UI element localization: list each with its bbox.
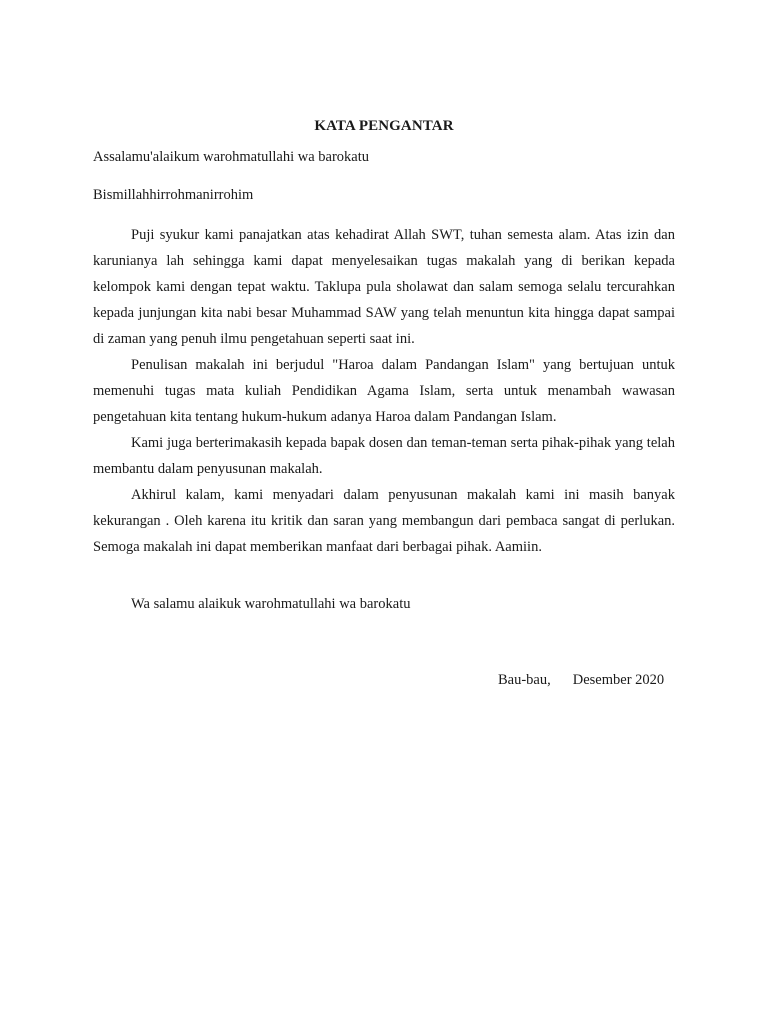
basmala-line: Bismillahhirrohmanirrohim	[93, 187, 254, 203]
paragraph-2: Penulisan makalah ini berjudul "Haroa dalam Pandangan Islam" yang bertujuan untuk memenuhi tugas mata kuliah Pendidikan Agama Islam, serta untuk menambah wawasan pengetahuan kita tentang hukum-hukum adanya Haroa dalam Pandangan Islam.	[93, 357, 675, 425]
paragraph-4: Akhirul kalam, kami menyadari dalam penyusunan makalah kami ini masih banyak kekurangan . Oleh karena itu kritik dan saran yang membangun dari pembaca sangat di perlukan. Semoga makalah ini dapat memberikan manfaat dari berbagai pihak. Aamiin.	[93, 487, 675, 555]
dateline	[498, 672, 664, 689]
page-title: KATA PENGANTAR	[314, 118, 454, 134]
closing-line: Wa salamu alaikuk warohmatullahi wa barokatu	[131, 596, 411, 612]
date-label: Desember 2020	[572, 672, 665, 688]
greeting-line: Assalamu'alaikum warohmatullahi wa barokatu	[93, 149, 370, 165]
body-text	[93, 222, 675, 560]
paragraph-3: Kami juga berterimakasih kepada bapak dosen dan teman-teman serta pihak-pihak yang telah membantu dalam penyusunan makalah.	[93, 435, 675, 477]
paragraph-1: Puji syukur kami panajatkan atas kehadirat Allah SWT, tuhan semesta alam. Atas izin dan karunianya lah sehingga kami dapat menyelesaikan tugas makalah yang di berikan kepada kelompok kami dengan tepat waktu. Taklupa pula sholawat dan salam semoga selalu tercurahkan kepada junjungan kita nabi besar Muhammad SAW yang telah menuntun kita hingga dapat sampai di zaman yang penuh ilmu pengetahuan seperti saat ini.	[93, 227, 675, 347]
place-label: Bau-bau,	[498, 672, 551, 688]
